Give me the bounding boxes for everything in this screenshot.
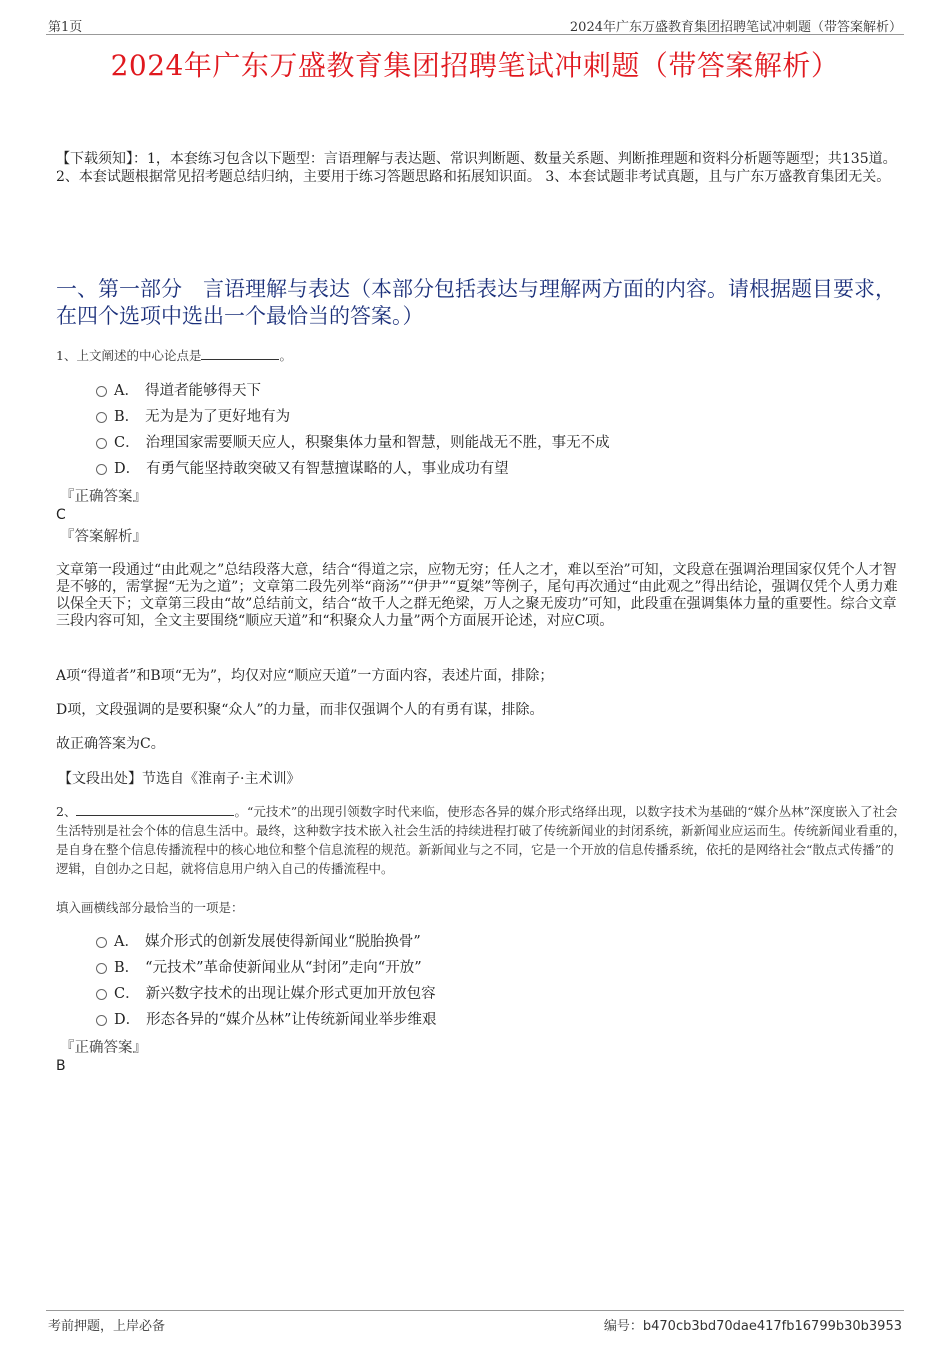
question-1-stem: 1、上文阐述的中心论点是 。 [56,348,292,363]
analysis-paragraph: 文章第一段通过“由此观之”总结段落大意，结合“得道之宗，应物无穷；任人之才，难以至治”可知，文段意在强调治理国家仅凭个人才智是不够的，需掌握“无为之道”；文章第二段先列举“商汤”“伊尹”“夏桀”等例子，尾句再次通过“由此观之”得出结论，强调仅凭个人勇力难以保全天下；文章第三段由“故”总结前文，结合“故千人之群无绝梁，万人之聚无废功”可知，此段重在强调集体力量的重要性。综合文章三段内容可知，全文主要围绕“顺应天道”和“积聚众人力量”两个方面展开论述，对应C项。 [56,562,898,629]
radio-icon[interactable] [96,464,107,475]
analysis-paragraph: 故正确答案为C。 [56,736,165,752]
question-2-stem [56,802,906,878]
option-c[interactable]: C． 新兴数字技术的出现让媒介形式更加开放包容 [96,981,436,1007]
option-d[interactable]: D． 形态各异的“媒介丛林”让传统新闻业举步维艰 [96,1007,436,1033]
document-code: 编号：b470cb3bd70dae417fb16799b30b3953 [603,1319,902,1334]
radio-icon[interactable] [96,989,107,1000]
page-number: 第1页 [48,20,83,35]
question-2-options [96,929,436,1033]
radio-icon[interactable] [96,412,107,423]
option-c[interactable]: C． 治理国家需要顺天应人，积聚集体力量和智慧，则能战无不胜，事无不成 [96,430,610,456]
option-d[interactable]: D． 有勇气能坚持敢突破又有智慧擅谋略的人，事业成功有望 [96,456,610,482]
correct-answer: C [56,507,66,523]
correct-answer-label: 『正确答案』 [60,489,147,505]
footer-slogan: 考前押题，上岸必备 [48,1319,166,1334]
option-a[interactable]: A． 得道者能够得天下 [96,378,610,404]
option-b[interactable]: B． 无为是为了更好地有为 [96,404,610,430]
download-notice: 【下载须知】：1，本套练习包含以下题型：言语理解与表达题、常识判断题、数量关系题、判断推理题和资料分析题等题型；共135道。 2、本套试题根据常见招考题总结归纳，主要用于练习答题思路和拓展知识面。 3、本套试题非考试真题，且与广东万盛教育集团无关。 [56,151,897,185]
question-number: 2、 [56,804,77,819]
document-title: 2024年广东万盛教育集团招聘笔试冲刺题（带答案解析） [110,49,840,82]
radio-icon[interactable] [96,386,107,397]
passage-source: 【文段出处】节选自《淮南子·主术训》 [58,771,301,787]
question-number: 1、 [56,348,77,363]
option-a[interactable]: A． 媒介形式的创新发展使得新闻业“脱胎换骨” [96,929,436,955]
correct-answer-label: 『正确答案』 [60,1040,147,1056]
question-passage: 。“元技术”的出现引领数字时代来临，使形态各异的媒介形式络绎出现，以数字技术为基础的“媒介丛林”深度嵌入了社会生活特别是社会个体的信息生活中。最终，这种数字技术嵌入社会生活的持续进程打破了传统新闻业的封闭系统，新新闻业应运而生。传统新闻业看重的，是自身在整个信息传播流程中的核心地位和整个信息流程的规范。新新闻业与之不同，它是一个开放的信息传播系统，依托的是网络社会“散点式传播”的逻辑，自创办之日起，就将信息用户纳入自己的传播流程中。 [56,804,907,876]
question-text: 上文阐述的中心论点是 [76,348,202,363]
question-1-options [96,378,610,482]
page-footer [46,1310,904,1335]
answer-blank [76,802,234,816]
option-b[interactable]: B． “元技术”革命使新闻业从“封闭”走向“开放” [96,955,436,981]
analysis-paragraph: A项“得道者”和B项“无为”，均仅对应“顺应天道”一方面内容，表述片面，排除； [56,668,554,684]
question-2-prompt: 填入画横线部分最恰当的一项是： [56,900,244,915]
answer-blank [201,346,279,360]
section-heading: 一、第一部分 言语理解与表达（本部分包括表达与理解两方面的内容。请根据题目要求，在四个选项中选出一个最恰当的答案。） [56,277,896,328]
header-doc-title: 2024年广东万盛教育集团招聘笔试冲刺题（带答案解析） [569,20,902,35]
analysis-paragraph: D项，文段强调的是要积聚“众人”的力量，而非仅强调个人的有勇有谋，排除。 [56,702,544,718]
radio-icon[interactable] [96,438,107,449]
radio-icon[interactable] [96,1015,107,1026]
radio-icon[interactable] [96,963,107,974]
page-header [46,14,904,35]
correct-answer: B [56,1058,66,1074]
analysis-label: 『答案解析』 [60,529,147,545]
radio-icon[interactable] [96,937,107,948]
